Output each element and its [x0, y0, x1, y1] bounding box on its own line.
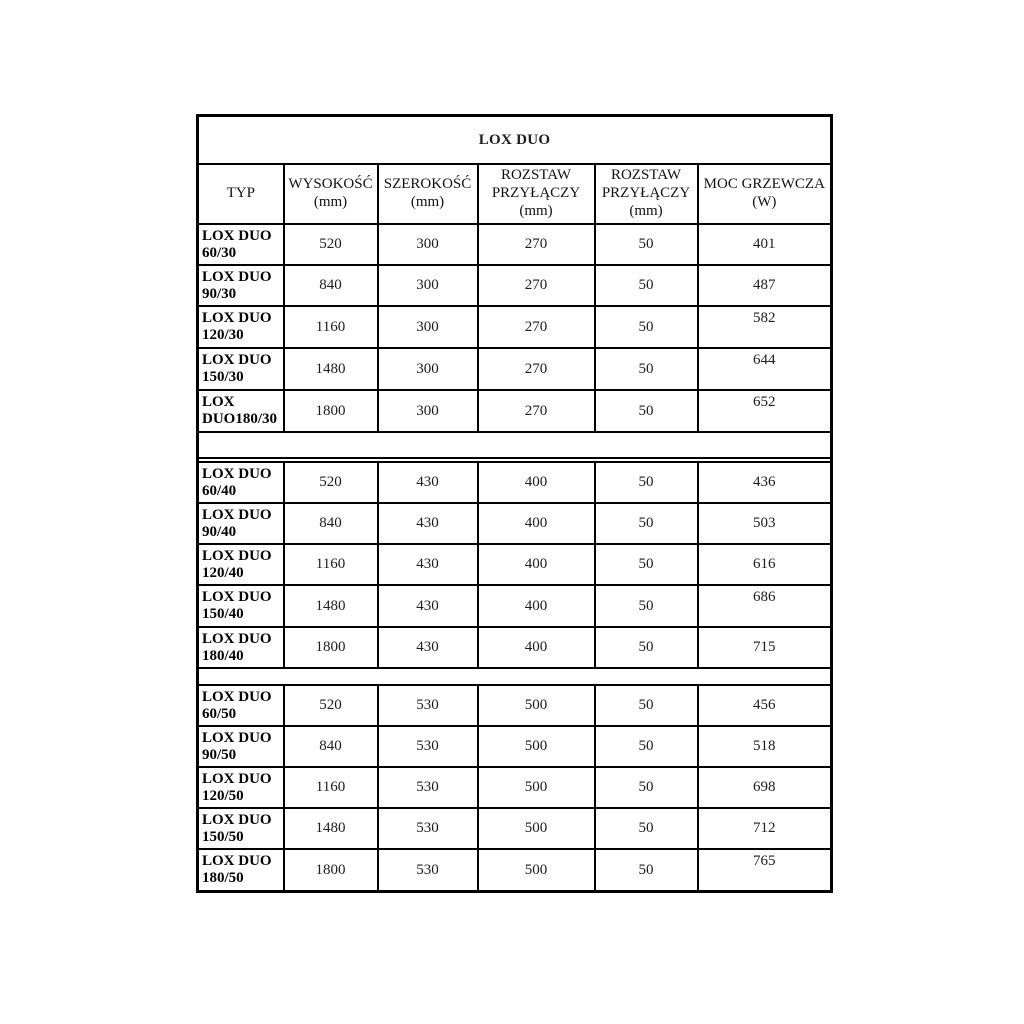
cell-typ: LOX DUO 90/50: [198, 726, 284, 767]
cell-rozstaw-1: 400: [478, 462, 595, 503]
cell-rozstaw-2: 50: [595, 390, 698, 432]
cell-szerokosc: 430: [378, 503, 478, 544]
cell-szerokosc: 300: [378, 306, 478, 348]
cell-rozstaw-1: 500: [478, 767, 595, 808]
table-row: [198, 265, 832, 306]
cell-typ: LOX DUO 180/50: [198, 849, 284, 892]
cell-wysokosc: 1800: [284, 849, 378, 892]
cell-rozstaw-1: 270: [478, 224, 595, 265]
column-header-wysokosc: WYSOKOŚĆ (mm): [284, 164, 378, 224]
cell-rozstaw-2: 50: [595, 544, 698, 585]
cell-moc: 686: [698, 585, 832, 627]
cell-typ: LOX DUO 90/30: [198, 265, 284, 306]
cell-rozstaw-1: 500: [478, 808, 595, 849]
cell-moc: 503: [698, 503, 832, 544]
cell-moc: 644: [698, 348, 832, 390]
cell-rozstaw-2: 50: [595, 585, 698, 627]
cell-wysokosc: 1800: [284, 390, 378, 432]
table-row: [198, 306, 832, 348]
cell-rozstaw-1: 270: [478, 306, 595, 348]
cell-wysokosc: 520: [284, 462, 378, 503]
column-header-typ: TYP: [198, 164, 284, 224]
cell-typ: LOX DUO 120/50: [198, 767, 284, 808]
table-row: [198, 585, 832, 627]
table-row: [198, 503, 832, 544]
cell-moc: 765: [698, 849, 832, 892]
group-spacer: [198, 668, 832, 685]
cell-rozstaw-2: 50: [595, 265, 698, 306]
cell-moc: 401: [698, 224, 832, 265]
cell-rozstaw-2: 50: [595, 685, 698, 726]
cell-szerokosc: 530: [378, 685, 478, 726]
cell-wysokosc: 840: [284, 726, 378, 767]
cell-typ: LOX DUO 150/40: [198, 585, 284, 627]
cell-rozstaw-1: 500: [478, 685, 595, 726]
cell-rozstaw-1: 500: [478, 726, 595, 767]
group-spacer-cell: [198, 668, 832, 685]
cell-szerokosc: 300: [378, 224, 478, 265]
cell-rozstaw-1: 270: [478, 390, 595, 432]
table-row: [198, 462, 832, 503]
cell-moc: 582: [698, 306, 832, 348]
table-title: LOX DUO: [198, 116, 832, 165]
cell-moc: 456: [698, 685, 832, 726]
table-row: [198, 390, 832, 432]
cell-szerokosc: 430: [378, 544, 478, 585]
cell-szerokosc: 530: [378, 849, 478, 892]
cell-typ: LOX DUO 150/50: [198, 808, 284, 849]
cell-szerokosc: 430: [378, 585, 478, 627]
table-row: [198, 224, 832, 265]
table-row: [198, 348, 832, 390]
cell-typ: LOX DUO 120/30: [198, 306, 284, 348]
cell-szerokosc: 530: [378, 767, 478, 808]
table-row: [198, 685, 832, 726]
cell-szerokosc: 530: [378, 726, 478, 767]
cell-wysokosc: 1480: [284, 348, 378, 390]
cell-typ: LOX DUO 60/30: [198, 224, 284, 265]
cell-typ: LOX DUO 180/40: [198, 627, 284, 668]
cell-rozstaw-2: 50: [595, 808, 698, 849]
cell-wysokosc: 1160: [284, 306, 378, 348]
cell-rozstaw-1: 400: [478, 585, 595, 627]
cell-wysokosc: 840: [284, 265, 378, 306]
table-header-row: [198, 164, 832, 224]
cell-typ: LOX DUO 120/40: [198, 544, 284, 585]
cell-szerokosc: 300: [378, 348, 478, 390]
table-row: [198, 849, 832, 892]
cell-typ: LOX DUO180/30: [198, 390, 284, 432]
cell-moc: 487: [698, 265, 832, 306]
cell-szerokosc: 530: [378, 808, 478, 849]
cell-szerokosc: 430: [378, 627, 478, 668]
cell-wysokosc: 1160: [284, 544, 378, 585]
cell-szerokosc: 300: [378, 265, 478, 306]
cell-wysokosc: 520: [284, 224, 378, 265]
table-row: [198, 726, 832, 767]
cell-moc: 616: [698, 544, 832, 585]
cell-typ: LOX DUO 90/40: [198, 503, 284, 544]
cell-wysokosc: 1480: [284, 808, 378, 849]
group-spacer: [198, 432, 832, 458]
cell-szerokosc: 430: [378, 462, 478, 503]
cell-wysokosc: 1800: [284, 627, 378, 668]
table-title-row: [198, 116, 832, 165]
cell-rozstaw-2: 50: [595, 503, 698, 544]
column-header-rozstaw-2: ROZSTAW PRZYŁĄCZY (mm): [595, 164, 698, 224]
cell-rozstaw-1: 400: [478, 627, 595, 668]
cell-wysokosc: 520: [284, 685, 378, 726]
cell-typ: LOX DUO 150/30: [198, 348, 284, 390]
cell-rozstaw-1: 500: [478, 849, 595, 892]
column-header-szerokosc: SZEROKOŚĆ (mm): [378, 164, 478, 224]
column-header-moc: MOC GRZEWCZA (W): [698, 164, 832, 224]
cell-rozstaw-1: 270: [478, 265, 595, 306]
cell-rozstaw-2: 50: [595, 348, 698, 390]
cell-rozstaw-1: 270: [478, 348, 595, 390]
table-row: [198, 808, 832, 849]
cell-moc: 712: [698, 808, 832, 849]
table-row: [198, 544, 832, 585]
cell-moc: 518: [698, 726, 832, 767]
cell-moc: 652: [698, 390, 832, 432]
table-row: [198, 627, 832, 668]
cell-wysokosc: 840: [284, 503, 378, 544]
table-body: [198, 116, 832, 892]
cell-moc: 715: [698, 627, 832, 668]
cell-wysokosc: 1160: [284, 767, 378, 808]
cell-rozstaw-2: 50: [595, 306, 698, 348]
column-header-rozstaw-1: ROZSTAW PRZYŁĄCZY (mm): [478, 164, 595, 224]
table-row: [198, 767, 832, 808]
cell-typ: LOX DUO 60/50: [198, 685, 284, 726]
cell-wysokosc: 1480: [284, 585, 378, 627]
cell-rozstaw-2: 50: [595, 767, 698, 808]
cell-moc: 436: [698, 462, 832, 503]
cell-moc: 698: [698, 767, 832, 808]
cell-rozstaw-2: 50: [595, 726, 698, 767]
cell-rozstaw-2: 50: [595, 849, 698, 892]
cell-rozstaw-2: 50: [595, 462, 698, 503]
cell-szerokosc: 300: [378, 390, 478, 432]
group-spacer-cell: [198, 432, 832, 458]
cell-rozstaw-2: 50: [595, 627, 698, 668]
cell-typ: LOX DUO 60/40: [198, 462, 284, 503]
spec-table: [196, 114, 833, 893]
cell-rozstaw-1: 400: [478, 544, 595, 585]
cell-rozstaw-2: 50: [595, 224, 698, 265]
cell-rozstaw-1: 400: [478, 503, 595, 544]
spec-table-container: [196, 114, 833, 893]
